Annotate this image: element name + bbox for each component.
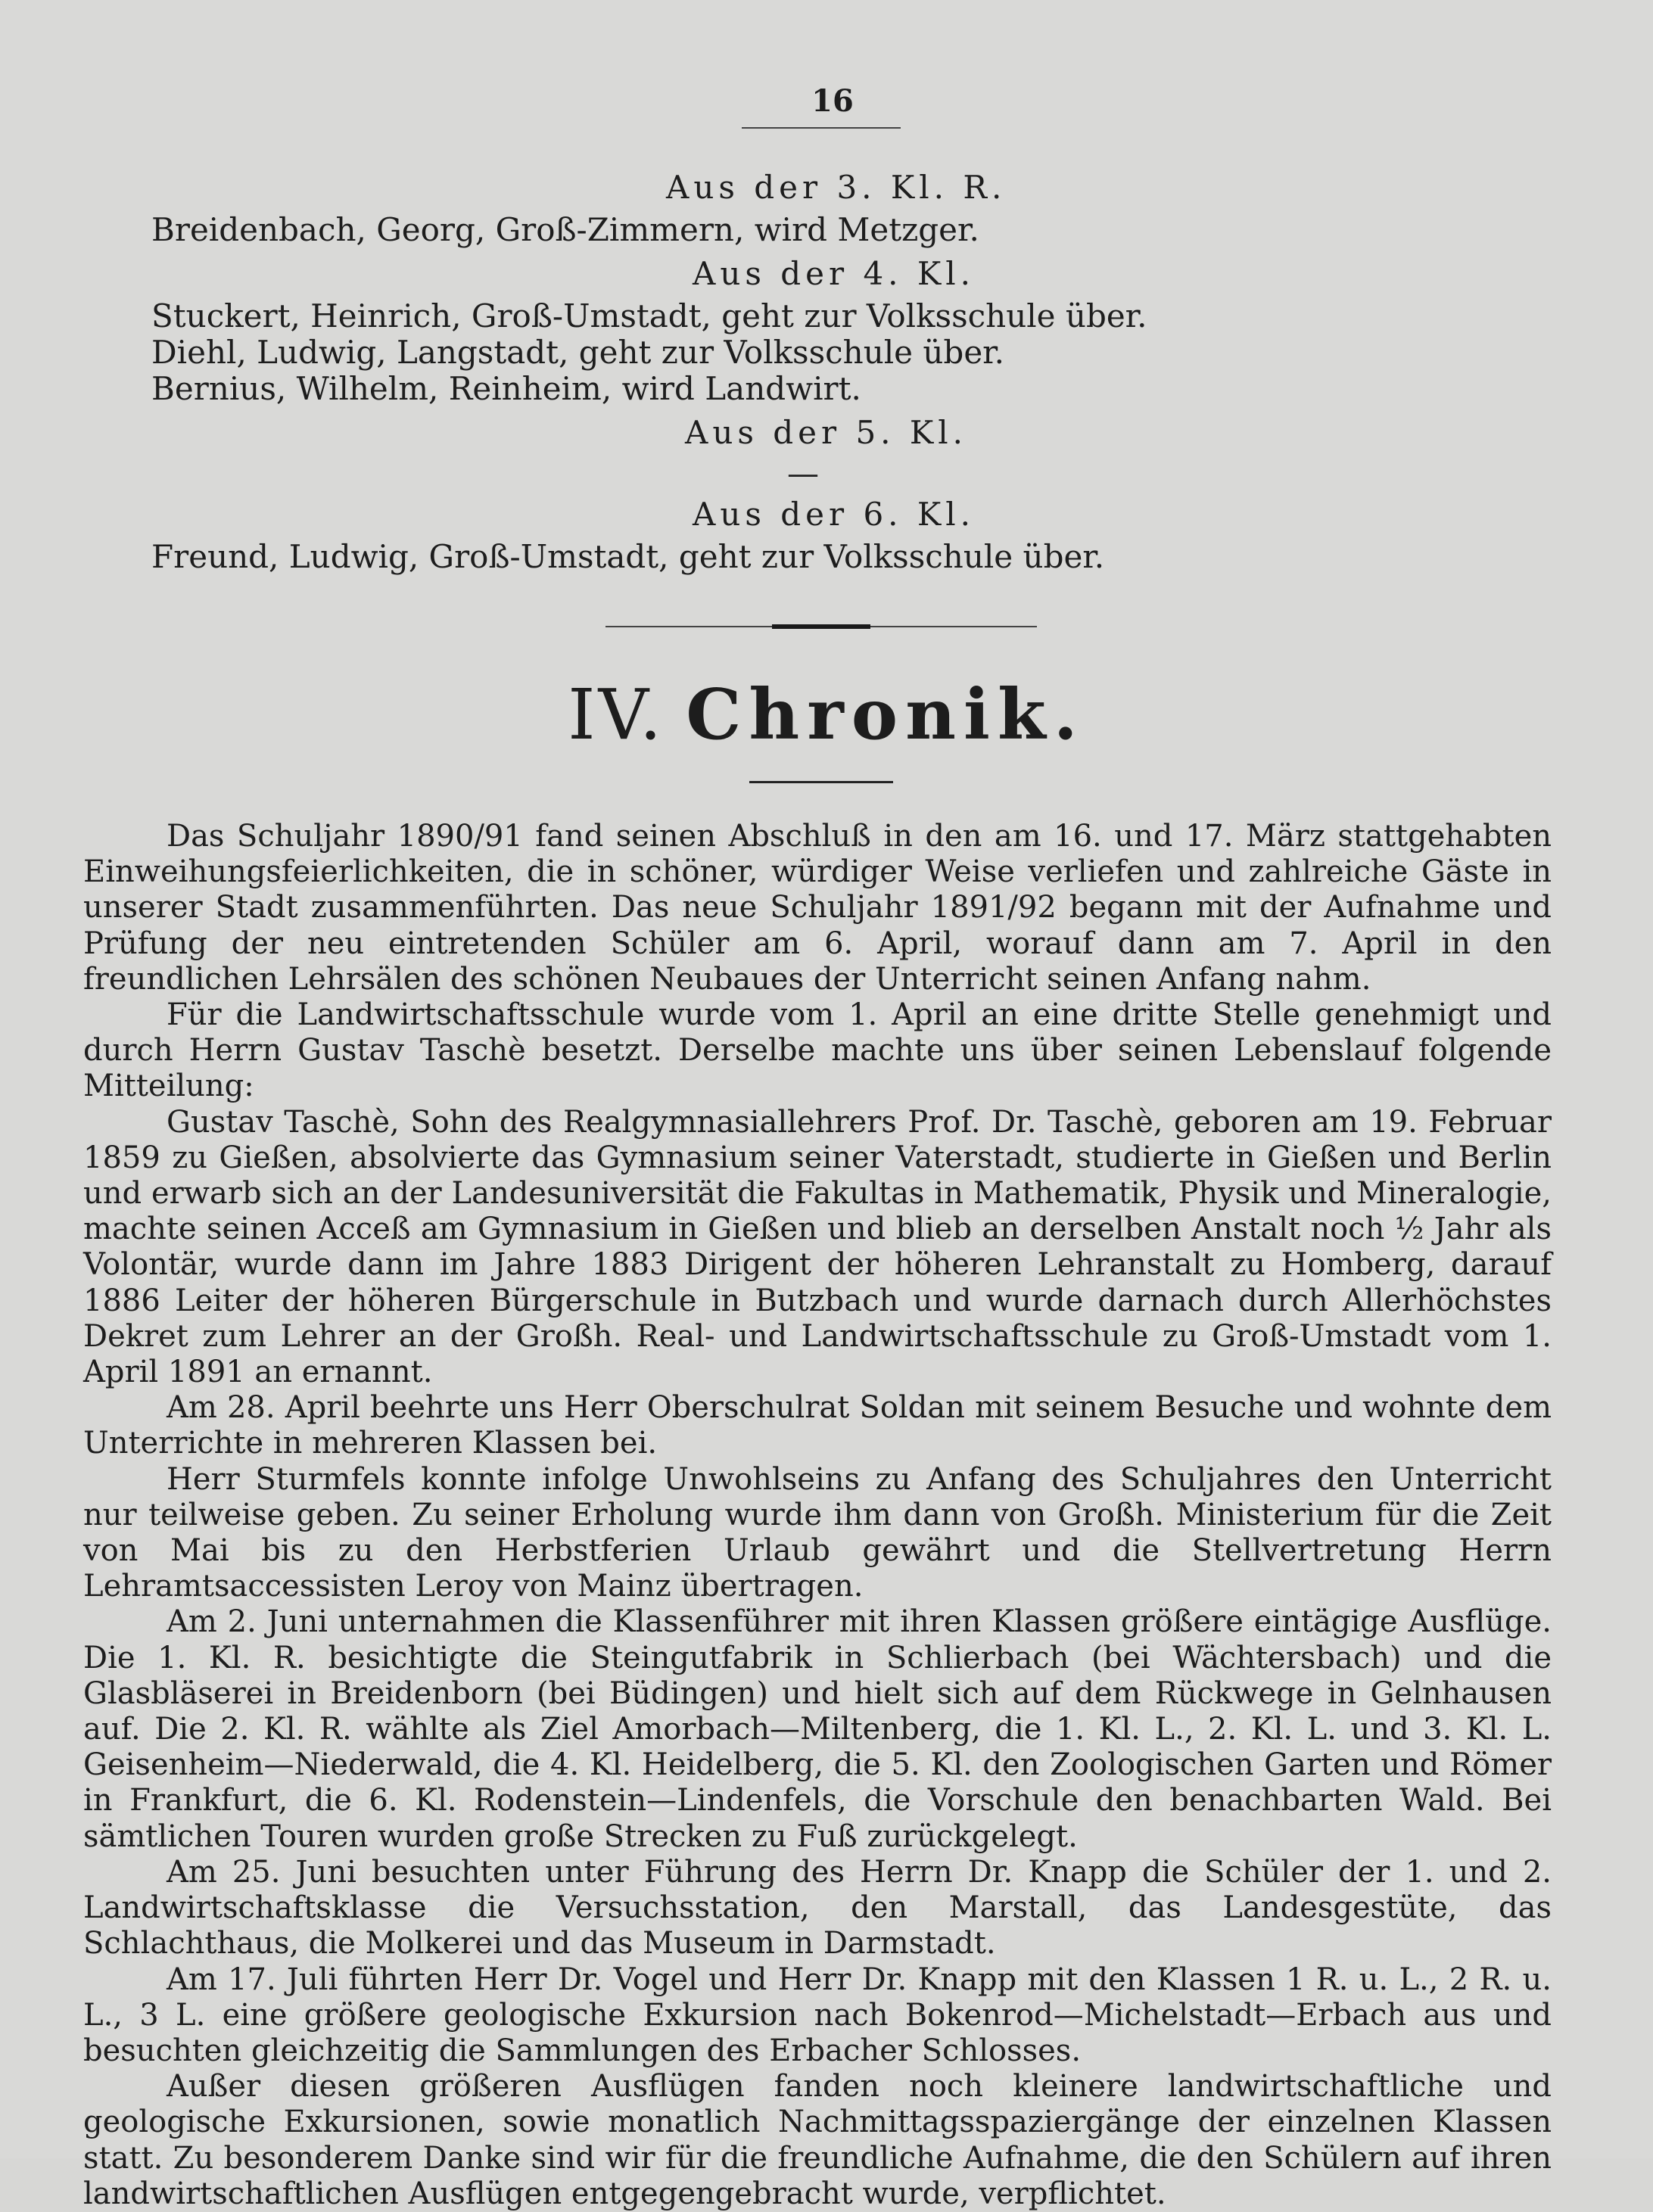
- paragraph: Für die Landwirtschaftsschule wurde vom 1. April an eine dritte Stelle genehmigt und durch Herrn Gustav Taschè besetzt. Derselbe machte uns über seinen Lebenslauf folgende Mitteilung:: [83, 997, 1552, 1104]
- title-underline: [749, 781, 893, 783]
- paragraph: Herr Sturmfels konnte infolge Unwohlseins zu Anfang des Schuljahres den Unterricht nur teilweise geben. Zu seiner Erholung wurde ihm dann von Großh. Ministerium für die Zeit von Mai bis zu den Herbstferien Urlaub gewährt und die Stellvertretung Herrn Lehramtsaccessisten Leroy von Mainz übertragen.: [83, 1461, 1552, 1604]
- section-title: [0, 674, 1653, 755]
- paragraph: Am 25. Juni besuchten unter Führung des Herrn Dr. Knapp die Schüler der 1. und 2. Landwirtschaftsklasse die Versuchsstation, den Marstall, das Landesgestüte, das Schlachthaus, die Molkerei und das Museum in Darmstadt.: [83, 1854, 1552, 1962]
- leaver-entry: —: [787, 455, 819, 492]
- leaver-entry: Breidenbach, Georg, Groß-Zimmern, wird Metzger.: [151, 211, 979, 248]
- header-rule: [742, 127, 901, 129]
- class-heading: Aus der 4. Kl.: [693, 255, 976, 292]
- paragraph: Am 2. Juni unternahmen die Klassenführer mit ihren Klassen größere eintägige Ausflüge. Die 1. Kl. R. besichtigte die Steingutfabrik in Schlierbach (bei Wächtersbach) und die Glasbläserei in Breidenborn (bei Büdingen) und hielt sich auf dem Rückwege in Gelnhausen auf. Die 2. Kl. R. wählte als Ziel Amorbach—Miltenberg, die 1. Kl. L., 2. Kl. L. und 3. Kl. L. Geisenheim—Niederwald, die 4. Kl. Heidelberg, die 5. Kl. den Zoologischen Garten und Römer in Frankfurt, die 6. Kl. Rodenstein—Lindenfels, die Vorschule den benachbarten Wald. Bei sämtlichen Touren wurden große Strecken zu Fuß zurückgelegt.: [83, 1604, 1552, 1854]
- class-heading: Aus der 5. Kl.: [685, 414, 968, 451]
- class-heading: Aus der 3. Kl. R.: [666, 169, 1007, 206]
- class-heading: Aus der 6. Kl.: [693, 496, 976, 533]
- paragraph: Gustav Taschè, Sohn des Realgymnasiallehrers Prof. Dr. Taschè, geboren am 19. Februar 1859 zu Gießen, absolvierte das Gymnasium seiner Vaterstadt, studierte in Gießen und Berlin und erwarb sich an der Landesuniversität die Fakultas in Mathematik, Physik und Mineralogie, machte seinen Acceß am Gymnasium in Gießen und blieb an derselben Anstalt noch ½ Jahr als Volontär, wurde dann im Jahre 1883 Dirigent der höheren Lehranstalt zu Homberg, darauf 1886 Leiter der höheren Bürgerschule in Butzbach und wurde darnach durch Allerhöchstes Dekret zum Lehrer an der Großh. Real- und Landwirtschaftsschule zu Groß-Umstadt vom 1. April 1891 an ernannt.: [83, 1104, 1552, 1390]
- leaver-entry: Bernius, Wilhelm, Reinheim, wird Landwirt.: [151, 370, 861, 407]
- paragraph: Außer diesen größeren Ausflügen fanden noch kleinere landwirtschaftliche und geologische Exkursionen, sowie monatlich Nachmittagsspaziergänge der einzelnen Klassen statt. Zu besonderem Danke sind wir für die freundliche Aufnahme, die den Schülern auf ihren landwirtschaftlichen Ausflügen entgegengebracht wurde, verpflichtet.: [83, 2069, 1552, 2211]
- section-divider-center: [772, 624, 870, 629]
- section-numeral: IV.: [568, 674, 665, 755]
- leaver-entry: Stuckert, Heinrich, Groß-Umstadt, geht zur Volksschule über.: [151, 297, 1147, 334]
- paragraph: Am 28. April beehrte uns Herr Oberschulrat Soldan mit seinem Besuche und wohnte dem Unterrichte in mehreren Klassen bei.: [83, 1390, 1552, 1461]
- leaver-entry: Freund, Ludwig, Groß-Umstadt, geht zur Volksschule über.: [151, 538, 1105, 575]
- paragraph: Am 17. Juli führten Herr Dr. Vogel und Herr Dr. Knapp mit den Klassen 1 R. u. L., 2 R. u. L., 3 L. eine größere geologische Exkursion nach Bokenrod—Michelstadt—Erbach aus und besuchten gleichzeitig die Sammlungen des Erbacher Schlosses.: [83, 1962, 1552, 2068]
- chronicle-text: [83, 819, 1552, 2212]
- page-number: 16: [811, 83, 854, 119]
- leaver-entry: Diehl, Ludwig, Langstadt, geht zur Volksschule über.: [151, 334, 1004, 371]
- section-title-text: Chronik.: [686, 674, 1085, 755]
- paragraph: Das Schuljahr 1890/91 fand seinen Abschluß in den am 16. und 17. März stattgehabten Einweihungsfeierlichkeiten, die in schöner, würdiger Weise verliefen und zahlreiche Gäste in unserer Stadt zusammenführten. Das neue Schuljahr 1891/92 begann mit der Aufnahme und Prüfung der neu eintretenden Schüler am 6. April, worauf dann am 7. April in den freundlichen Lehrsälen des schönen Neubaues der Unterricht seinen Anfang nahm.: [83, 819, 1552, 997]
